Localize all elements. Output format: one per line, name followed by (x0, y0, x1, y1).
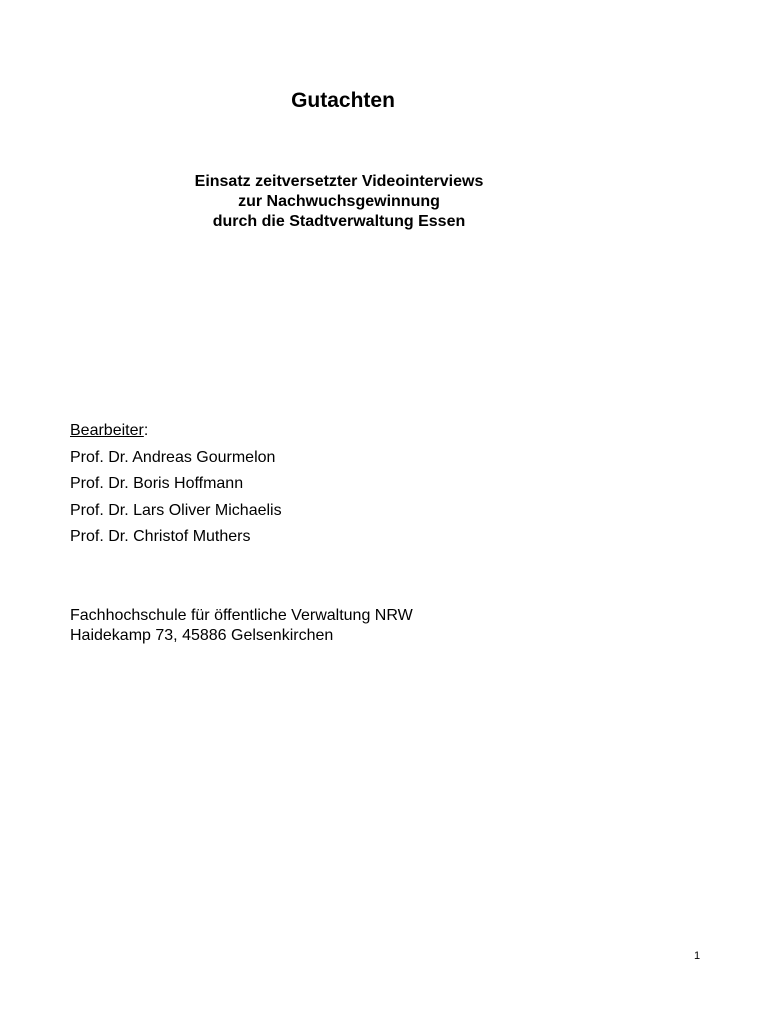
authors-block (70, 418, 282, 551)
document-title: Gutachten (291, 89, 395, 112)
authors-label: Bearbeiter (70, 422, 144, 439)
authors-label-colon: : (143, 422, 149, 439)
institution-address: Haidekamp 73, 45886 Gelsenkirchen (70, 627, 334, 644)
institution-name: Fachhochschule für öffentliche Verwaltung NRW (70, 607, 413, 624)
institution-block (70, 606, 413, 646)
authors-heading (70, 418, 282, 445)
author-name: Prof. Dr. Christof Muthers (70, 528, 251, 546)
author-name: Prof. Dr. Boris Hoffmann (70, 475, 244, 493)
subtitle-line: zur Nachwuchsgewinnung (238, 193, 440, 210)
subtitle-line: durch die Stadtverwaltung Essen (212, 213, 466, 230)
author-name: Prof. Dr. Andreas Gourmelon (70, 448, 276, 466)
page-number: 1 (693, 950, 701, 962)
author-name: Prof. Dr. Lars Oliver Michaelis (70, 501, 282, 519)
subtitle-line: Einsatz zeitversetzter Videointerviews (194, 173, 484, 190)
document-subtitle (0, 172, 678, 232)
